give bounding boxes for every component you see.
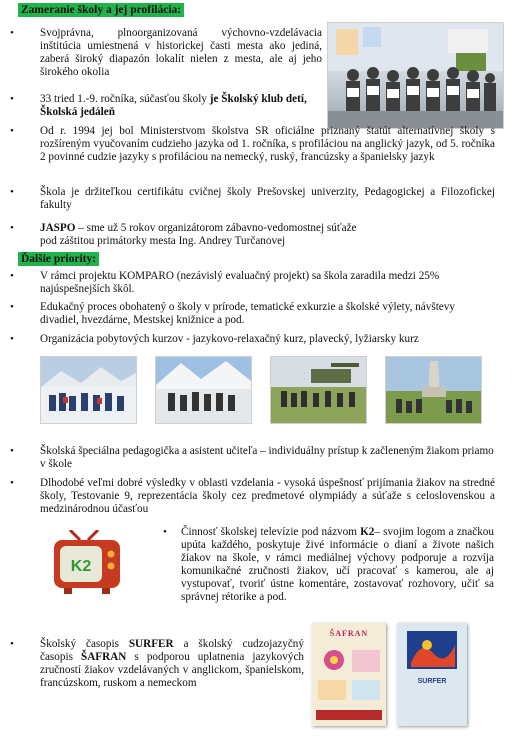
item-bold-text: K2 bbox=[360, 526, 375, 538]
item-bold-text: ŠAFRAN bbox=[81, 651, 127, 663]
item-text: 33 tried 1.-9. ročníka, súčasťou školy bbox=[40, 93, 210, 105]
item-text: Školský časopis bbox=[40, 638, 129, 650]
priority-item-5: Dlhodobé veľmi dobré výsledky v oblasti vzdelania - vysoká úspešnosť prijímania žiakov na stredné školy, Testovanie 9, reprezentácia školy cez predmetové olympiády a súťaže s celoslovenskou a medzinárodnou účasťou bbox=[40, 477, 495, 515]
bullet: • bbox=[10, 27, 14, 39]
bullet: • bbox=[10, 93, 14, 105]
bullet: • bbox=[10, 222, 14, 234]
tv-logo-text: K2 bbox=[70, 558, 92, 575]
priority-item-4: Školská špeciálna pedagogička a asistent učiteľa – individuálny prístup k začleneným žiakom priamo v škole bbox=[40, 445, 494, 470]
item-text: – sme už 5 rokov organizátorom zábavno-vedomostnej súťaže pod záštitou primátorky mesta Ing. Andrey Turčanovej bbox=[40, 222, 357, 247]
bullet: • bbox=[10, 638, 14, 650]
profile-item-3: Od r. 1994 jej bol Ministerstvom školstva SR oficiálne priznaný štatút alternatívnej školy s rozšíreným vyučovaním cudzieho jazyka od 1. ročníka, s profiláciou na anglický jazyk, od 5. ročníka 2 povinné cudzie jazyky s profiláciou na nemecký, ruský, francúzsky a španielsky jazyk bbox=[40, 125, 495, 163]
item-text: Činnosť školskej televízie pod názvom bbox=[181, 526, 361, 538]
section-heading-profile: Zameranie školy a jej profilácia: bbox=[18, 3, 184, 17]
monument-trip-photo bbox=[270, 356, 367, 424]
section-heading-priorities: Ďalšie priority: bbox=[18, 252, 99, 266]
bullet: • bbox=[10, 301, 14, 313]
memorial-trip-photo bbox=[385, 356, 482, 424]
surfer-title: SURFER bbox=[417, 678, 447, 685]
item-bold-text: je Školský klub detí, Školská jedáleň bbox=[40, 93, 307, 118]
tv-k2-logo bbox=[52, 530, 122, 596]
bullet: • bbox=[10, 477, 14, 489]
surfer-magazine-cover bbox=[397, 623, 467, 726]
safran-magazine-cover bbox=[312, 623, 386, 726]
safran-title: ŠAFRAN bbox=[329, 629, 369, 638]
priority-item-1: V rámci projektu KOMPARO (nezávislý evaluačný projekt) sa škola zaradila medzi 25% najúspešnejších škôl. bbox=[40, 270, 440, 295]
bullet: • bbox=[10, 186, 14, 198]
profile-item-5 bbox=[40, 222, 370, 248]
profile-item-4: Škola je držiteľkou certifikátu cvičnej školy Prešovskej univerzity, Pedagogickej a Filozofickej fakulty bbox=[40, 186, 495, 211]
bullet: • bbox=[10, 270, 14, 282]
bullet: • bbox=[10, 445, 14, 457]
bullet: • bbox=[10, 333, 14, 345]
item-bold-text: JASPO bbox=[40, 222, 76, 234]
item-text: a školský cudzojazyčný časopis bbox=[40, 638, 304, 663]
item-text: – svojim logom a značkou upúta každého, poskytuje živé informácie o dianí a živote našich žiakov na škole, v rámci mediálnej výchovy podporuje a rozvíja komunikačné zručnosti žiakov, učí pracovať s kamerou, ale aj vystupovať, tvoriť ústne komentáre, zostavovať rozhovory, učiť sa správnej rétorike a pod. bbox=[181, 526, 494, 603]
priority-item-7 bbox=[40, 638, 304, 690]
profile-item-2 bbox=[40, 93, 310, 119]
item-bold-text: SURFER bbox=[128, 638, 174, 650]
ski-course-photo bbox=[40, 356, 137, 424]
bullet: • bbox=[10, 125, 14, 137]
class-photo bbox=[327, 22, 504, 129]
bullet: • bbox=[163, 526, 167, 538]
priority-item-2: Edukačný proces obohatený o školy v prírode, tematické exkurzie a školské výlety, návštevy divadiel, hvezdárne, Mestskej knižnice a pod. bbox=[40, 301, 455, 326]
priority-item-6 bbox=[181, 526, 494, 604]
priority-item-3: Organizácia pobytových kurzov - jazykovo-relaxačný kurz, plavecký, lyžiarsky kurz bbox=[40, 333, 419, 345]
item-text: s podporou uplatnenia jazykových zručností žiakov vzdelávaných v anglickom, španielskom, francúzskom, ruskom a nemeckom bbox=[40, 651, 304, 689]
profile-item-1: Svojprávna, plnoorganizovaná výchovno-vzdelávacia inštitúcia umiestnená v historickej časti mesta ako jediná, zaberá široký diapazón lokalít nielen z mesta, ale aj jeho širokého okolia bbox=[40, 27, 322, 78]
mountain-trip-photo bbox=[155, 356, 252, 424]
